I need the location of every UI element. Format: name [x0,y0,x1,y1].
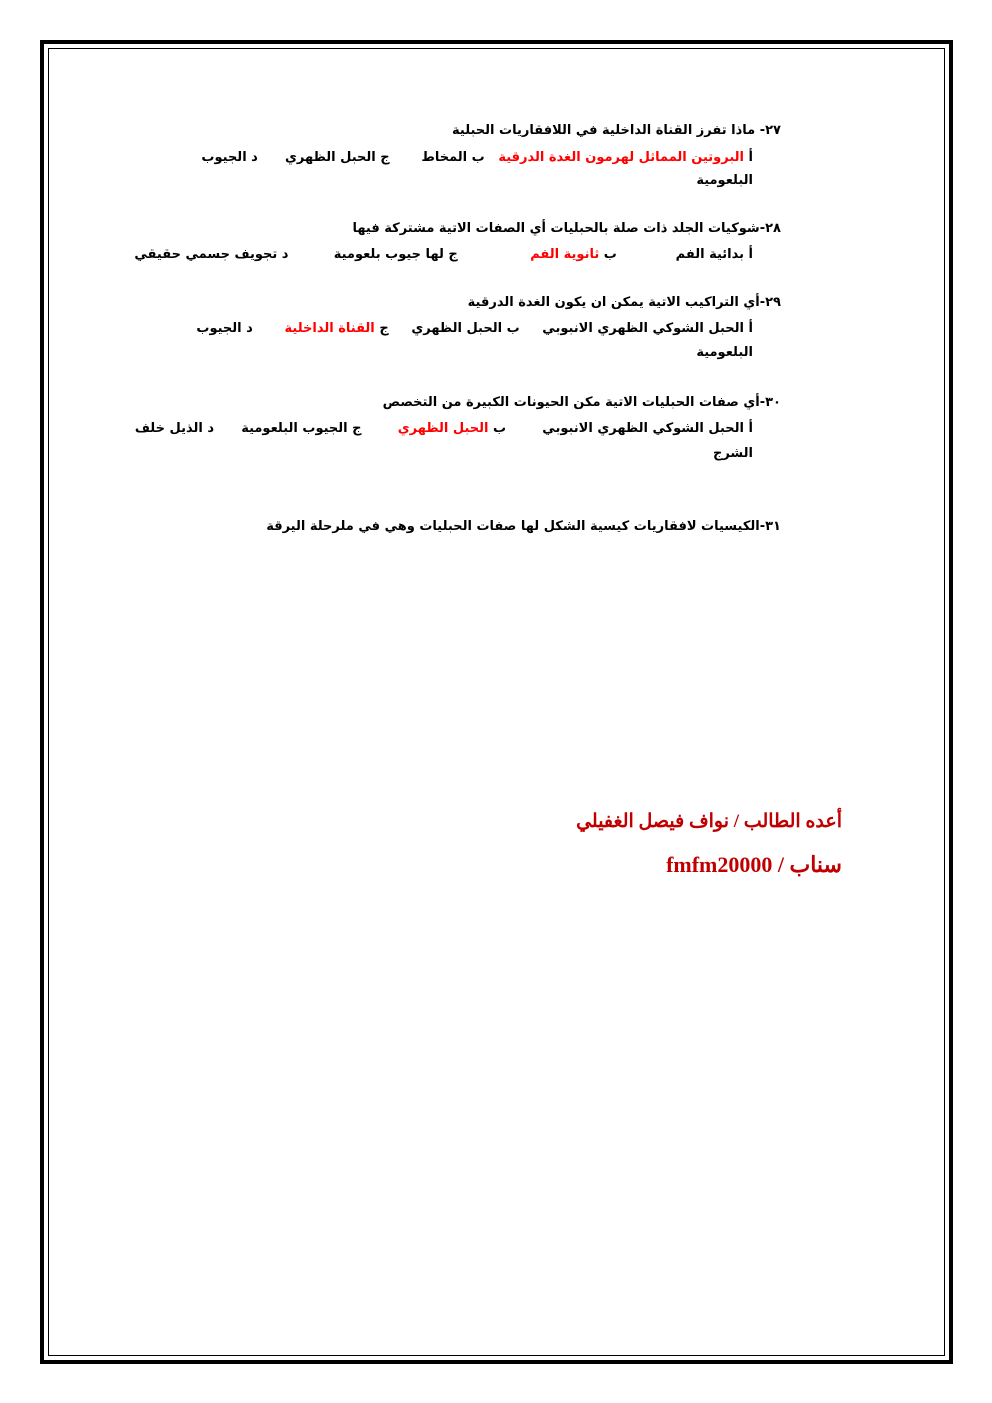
option-c-correct: القناة الداخلية [284,321,375,336]
question-30-options [135,422,753,435]
option-b: ب الحبل الظهري [411,321,520,336]
author-credit: أعده الطالب / نواف فيصل الغفيلي [576,811,842,832]
option-c-label: ج [379,321,389,336]
option-a-label: أ [748,150,753,165]
option-c: ج الحبل الظهري [285,150,390,165]
question-28-options [134,248,753,261]
option-b-correct: ثانوية الفم [530,247,600,262]
question-27-options [201,151,753,164]
option-d: د تجويف جسمي حقيقي [134,247,289,262]
question-28-text: ٢٨-شوكيات الجلد ذات صلة بالحبليات أي الصفات الاتية مشتركة فيها [352,221,781,236]
option-b-label: ب [603,247,617,262]
question-27-wrap: البلعومية [696,173,753,188]
question-31-text: ٣١-الكيسيات لافقاريات كيسية الشكل لها صفات الحبليات وهي في ملرحلة اليرقة [266,519,781,534]
option-b-correct: الحبل الظهري [397,421,489,436]
question-27-text: ٢٧- ماذا تفرز القناة الداخلية في اللافقاريات الحبلية [452,123,781,138]
question-30-text: ٣٠-أي صفات الحبليات الاتية مكن الحيونات الكبيرة من التخصص [382,395,781,410]
question-30-wrap: الشرج [712,446,753,461]
question-29-text: ٢٩-أي التراكيب الاتية يمكن ان يكون الغدة الدرقية [467,295,781,310]
question-29-options [196,322,753,335]
option-a: أ الحبل الشوكي الظهري الانبوبي [542,421,753,436]
option-d: د الجيوب [201,150,258,165]
option-d: د الجيوب [196,321,253,336]
option-d: د الذيل خلف [134,421,215,436]
option-c: ج الجيوب البلعومية [241,421,362,436]
option-a-correct: البروتين المماثل لهرمون الغدة الدرقية [498,150,744,165]
question-29-wrap: البلعومية [696,345,753,360]
option-a: أ بدائية الفم [675,247,753,262]
snapchat-handle: سناب / fmfm20000 [666,852,842,877]
option-b-label: ب [493,421,507,436]
option-a: أ الحبل الشوكي الظهري الانبوبي [542,321,753,336]
option-c: ج لها جيوب بلعومية [333,247,458,262]
option-b: ب المخاط [421,150,485,165]
